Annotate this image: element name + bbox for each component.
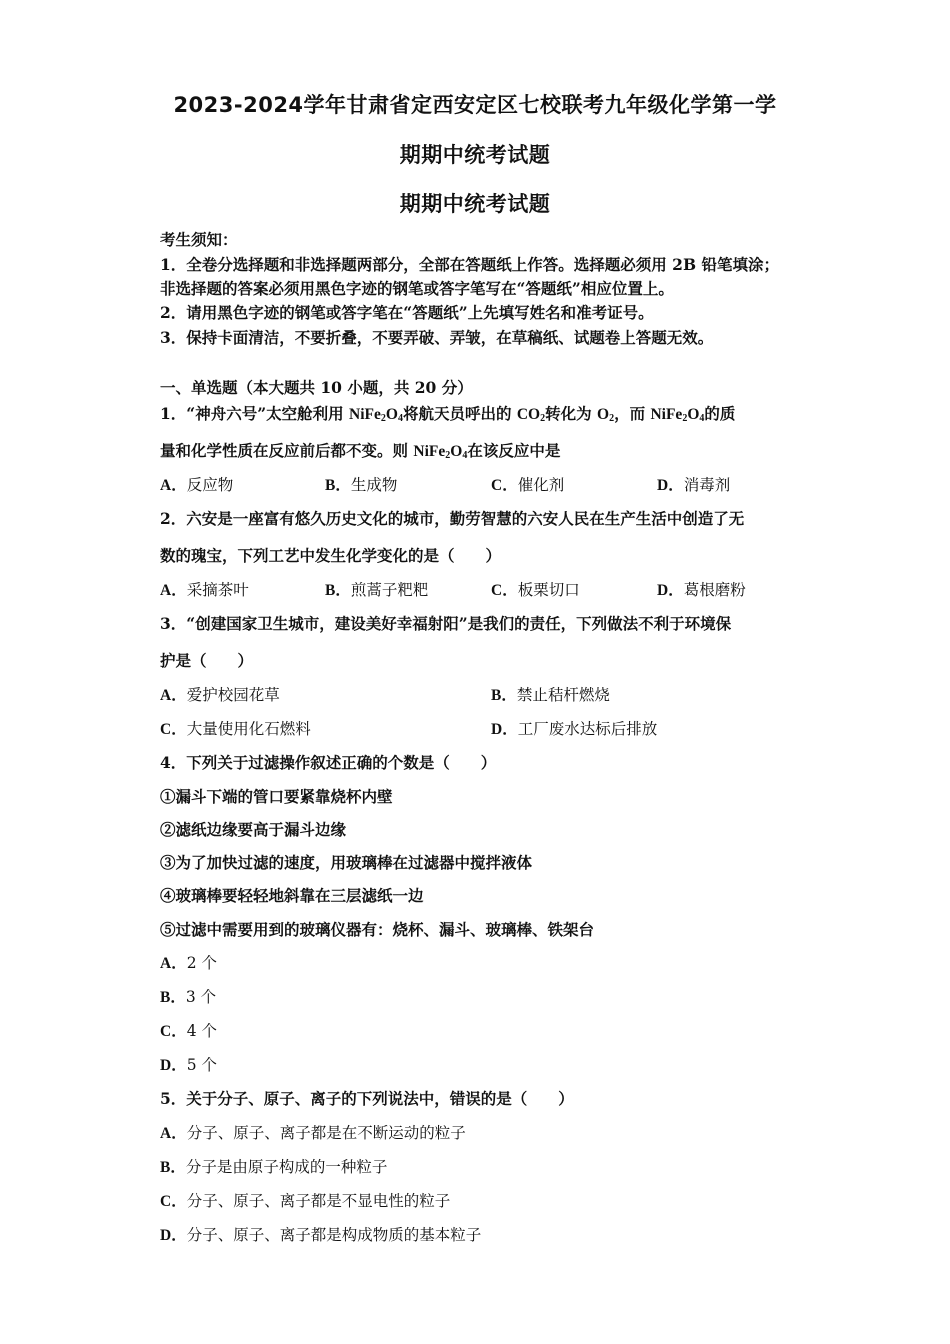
q3-stem-line-2: 护是（ ） [160,651,254,670]
q4-item-3: ③为了加快过滤的速度，用玻璃棒在过滤器中搅拌液体 [160,853,533,872]
option-letter: C． [160,721,187,738]
q3-option-a[interactable] [160,683,280,705]
option-letter: D． [657,582,684,599]
q1-option-c[interactable] [491,473,564,495]
q1-formula-part: O [450,443,463,460]
q1-formula-co2 [517,406,545,423]
q1-text-4: ，而 [614,404,651,423]
option-letter: B． [160,1159,186,1176]
q1-text-2: 将航天员呼出的 [402,404,517,423]
q3-option-d[interactable] [491,717,657,739]
option-text: 消毒剂 [683,476,731,494]
option-text: 3 个 [185,988,217,1006]
title-line-3: 期期中统考试题 [399,192,551,216]
q1-text-1: 1．“神舟六号”太空舱利用 [160,404,350,423]
q2-stem-line-2: 数的瑰宝，下列工艺中发生化学变化的是（ ） [160,546,502,565]
option-letter: C． [491,477,518,494]
option-letter: A． [160,1125,187,1142]
q1-formula-o2 [597,406,614,423]
q3-stem-line-1: 3．“创建国家卫生城市，建设美好幸福射阳”是我们的责任，下列做法不利于环境保 [160,614,732,633]
option-text: 分子是由原子构成的一种粒子 [185,1158,388,1176]
option-letter: C． [491,582,518,599]
q1-subscript: 2 [540,413,546,424]
option-letter: A． [160,955,187,972]
section-heading: 一、单选题（本大题共 10 小题，共 20 分） [160,378,473,397]
option-letter: B． [325,477,351,494]
q1-text-6: 量和化学性质在反应前后都不变。则 [160,441,414,460]
q2-option-a[interactable] [160,578,249,600]
q2-option-c[interactable] [491,578,580,600]
q1-subscript: 4 [699,413,705,424]
q1-option-d[interactable] [657,473,730,495]
q4-item-5: ⑤过滤中需要用到的玻璃仪器有：烧杯、漏斗、玻璃棒、铁架台 [160,920,595,939]
q4-item-2: ②滤纸边缘要高于漏斗边缘 [160,820,347,839]
q1-option-b[interactable] [325,473,397,495]
q3-option-b[interactable] [491,683,610,705]
q1-formula-part: O [687,406,700,423]
q2-option-b[interactable] [325,578,428,600]
option-letter: D． [160,1227,187,1244]
option-text: 工厂废水达标后排放 [517,720,658,738]
q1-formula-nife2o4-3 [413,443,467,460]
q1-subscript: 2 [682,413,688,424]
option-letter: B． [160,989,186,1006]
q4-item-1: ①漏斗下端的管口要紧靠烧杯内壁 [160,787,393,806]
q1-formula-nife2o4-2 [650,406,704,423]
title-line-1: 2023-2024学年甘肃省定西安定区七校联考九年级化学第一学 [173,93,777,117]
option-text: 葛根磨粉 [683,581,746,599]
option-text: 分子、原子、离子都是在不断运动的粒子 [186,1124,466,1142]
notice-item-1-cont: 非选择题的答案必须用黑色字迹的钢笔或答字笔写在“答题纸”相应位置上。 [160,279,674,298]
q1-text-3: 转化为 [545,404,597,423]
q1-subscript: 2 [380,413,386,424]
option-letter: B． [491,687,517,704]
q4-stem: 4．下列关于过滤操作叙述正确的个数是（ ） [160,753,497,772]
q1-formula-part: CO [516,406,541,423]
q4-option-b[interactable] [160,985,216,1007]
option-text: 分子、原子、离子都是构成物质的基本粒子 [186,1226,482,1244]
option-letter: D． [657,477,684,494]
option-text: 分子、原子、离子都是不显电性的粒子 [186,1192,451,1210]
q1-stem-line-1 [160,402,735,424]
q1-subscript: 4 [462,450,468,461]
q2-stem-line-1: 2．六安是一座富有悠久历史文化的城市，勤劳智慧的六安人民在生产生活中创造了无 [160,509,745,528]
q1-formula-part: O [385,406,398,423]
option-letter: D． [491,721,518,738]
q1-stem-line-2 [160,439,560,461]
q1-formula-part: NiFe [650,406,683,423]
q2-option-d[interactable] [657,578,746,600]
q5-option-d[interactable] [160,1223,481,1245]
option-text: 反应物 [186,476,234,494]
option-letter: C． [160,1193,187,1210]
q1-option-a[interactable] [160,473,233,495]
option-text: 大量使用化石燃料 [186,720,311,738]
option-text: 生成物 [350,476,398,494]
option-text: 禁止秸杆燃烧 [516,686,610,704]
option-text: 爱护校园花草 [186,686,280,704]
option-text: 4 个 [186,1022,217,1040]
option-letter: A． [160,582,187,599]
option-letter: B． [325,582,351,599]
option-text: 催化剂 [517,476,565,494]
option-letter: A． [160,477,187,494]
notice-item-2: 2．请用黑色字迹的钢笔或答字笔在“答题纸”上先填写姓名和准考证号。 [160,303,654,322]
option-text: 采摘茶叶 [186,581,249,599]
q1-formula-part: NiFe [413,443,446,460]
q1-subscript: 4 [397,413,403,424]
option-text: 煎蒿子粑粑 [350,581,429,599]
notice-item-3: 3．保持卡面清洁，不要折叠，不要弄破、弄皱，在草稿纸、试题卷上答题无效。 [160,328,714,347]
q1-subscript: 2 [445,450,451,461]
q5-option-c[interactable] [160,1189,450,1211]
q4-option-d[interactable] [160,1053,217,1075]
q5-option-b[interactable] [160,1155,387,1177]
q4-item-4: ④玻璃棒要轻轻地斜靠在三层滤纸一边 [160,886,424,905]
q1-subscript: 2 [609,413,615,424]
q4-option-c[interactable] [160,1019,217,1041]
option-letter: A． [160,687,187,704]
q1-formula-part: O [597,406,610,423]
notice-heading: 考生须知： [160,230,238,249]
q5-stem: 5．关于分子、原子、离子的下列说法中，错误的是（ ） [160,1089,574,1108]
q4-option-a[interactable] [160,951,217,973]
q5-option-a[interactable] [160,1121,466,1143]
option-letter: C． [160,1023,187,1040]
q1-text-5: 的质 [704,404,736,423]
option-text: 2 个 [186,954,217,972]
option-text: 5 个 [186,1056,217,1074]
option-letter: D． [160,1057,187,1074]
option-text: 板栗切口 [517,581,580,599]
q1-formula-nife2o4 [349,406,403,423]
q1-text-7: 在该反应中是 [467,441,561,460]
q1-formula-part: NiFe [349,406,381,423]
title-line-2: 期期中统考试题 [399,143,551,167]
q3-option-c[interactable] [160,717,311,739]
notice-item-1: 1．全卷分选择题和非选择题两部分，全部在答题纸上作答。选择题必须用 2B 铅笔填涂； [160,255,779,274]
